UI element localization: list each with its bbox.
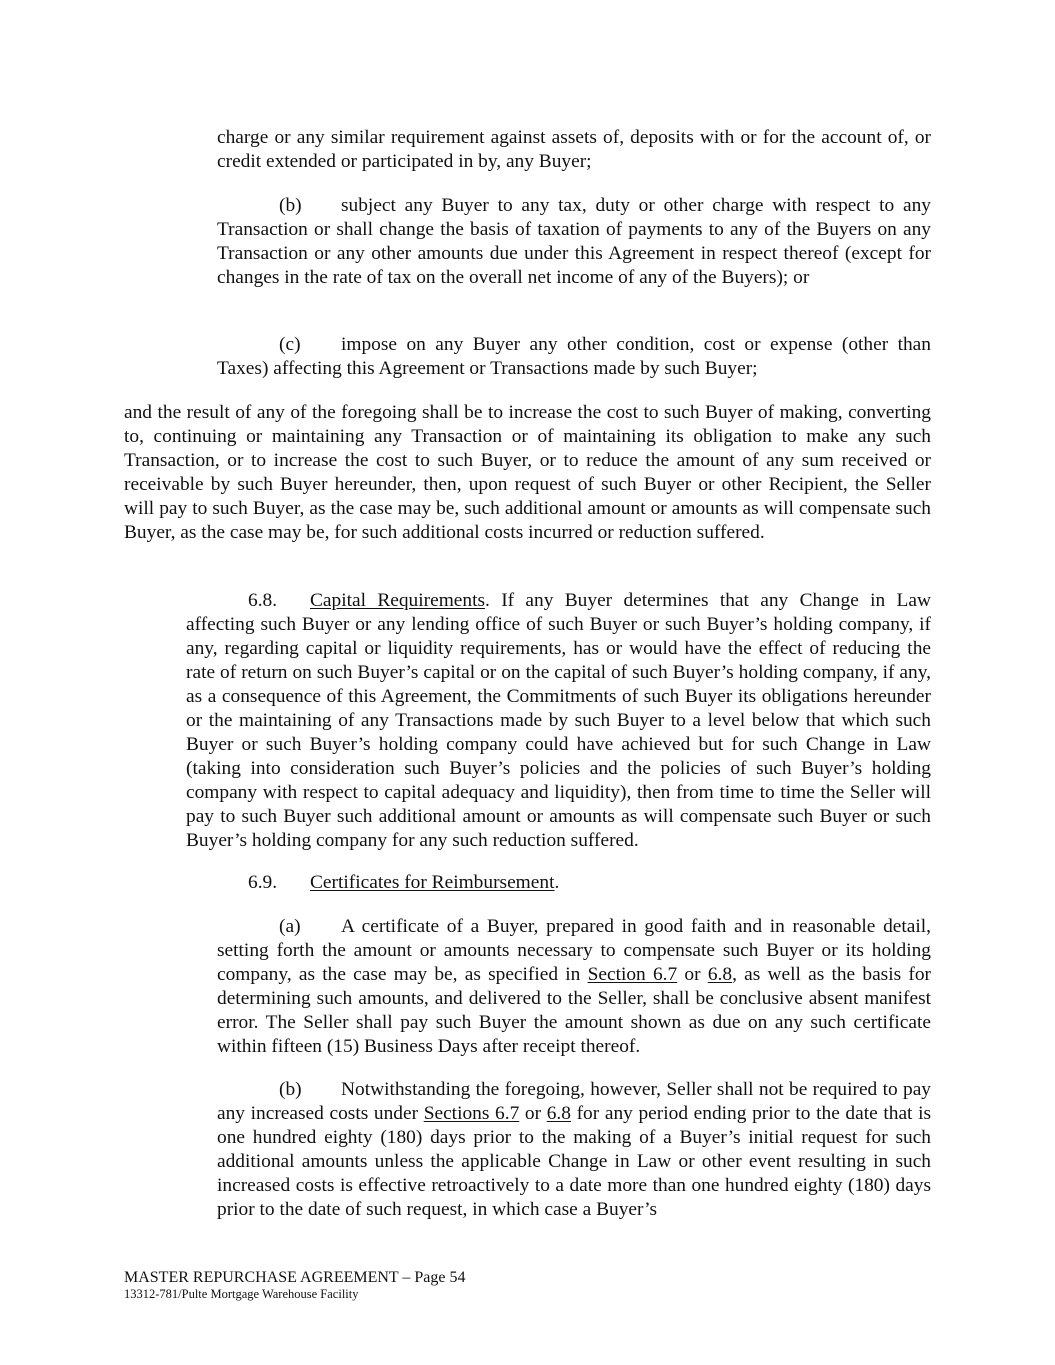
text: and the result of any of the foregoing shall be to increase the cost to such Buyer of making, converting to, continuing or maintaining any Transaction or of maintaining its obligation to make any such Transaction, or to increase the cost to such Buyer, or to reduce the amount of any sum received or receivable by such Buyer hereunder, then, upon request of such Buyer or other Recipient, the Seller will pay to such Buyer, as the case may be, such additional amount or amounts as will compensate such Buyer, as the case may be, for such additional costs incurred or reduction suffered. bbox=[124, 402, 931, 543]
text: or bbox=[677, 964, 708, 985]
page-footer bbox=[124, 1268, 466, 1302]
section-6-8 bbox=[186, 589, 931, 853]
section-title: Certificates for Reimbursement bbox=[310, 872, 555, 893]
text: Notwithstanding the foregoing, however, Seller shall not be required to pay any increased costs under bbox=[217, 1079, 931, 1124]
section-6-9 bbox=[186, 871, 931, 895]
item-label: (a) bbox=[279, 916, 301, 937]
paragraph-continuation bbox=[217, 126, 931, 174]
item-label: (b) bbox=[279, 195, 302, 216]
section-number: 6.8. bbox=[248, 590, 278, 611]
paragraph-a bbox=[217, 915, 931, 1059]
footer-title: MASTER REPURCHASE AGREEMENT – Page 54 bbox=[124, 1269, 466, 1286]
item-label: (c) bbox=[279, 334, 301, 355]
text: . If any Buyer determines that any Change in Law affecting such Buyer or any lending office of such Buyer or such Buyer’s holding company, if any, regarding capital or liquidity requirements, has or would have the effect of reducing the rate of return on such Buyer’s capital or on the capital of such Buyer’s holding company, if any, as a consequence of this Agreement, the Commitments of such Buyer its obligations hereunder or the maintaining of any Transactions made by such Buyer to a level below that which such Buyer or such Buyer’s holding company could have achieved but for such Change in Law (taking into consideration such Buyer’s policies and the policies of such Buyer’s holding company with respect to capital adequacy and liquidity), then from time to time the Seller will pay to such Buyer such additional amount or amounts as will compensate such Buyer or such Buyer’s holding company for any such reduction suffered. bbox=[186, 590, 931, 851]
section-title: Capital Requirements bbox=[310, 590, 486, 611]
text: A certificate of a Buyer, prepared in good faith and in reasonable detail, setting forth the amount or amounts necessary to compensate such Buyer or its holding company, as the case may be, as specified in bbox=[217, 916, 931, 985]
text: , as well as the basis for determining such amounts, and delivered to the Seller, shall be conclusive absent manifest error. The Seller shall pay such Buyer the amount shown as due on any such certificate within fifteen (15) Business Days after receipt thereof. bbox=[217, 964, 931, 1057]
section-reference-6-7: Sections 6.7 bbox=[423, 1103, 520, 1124]
section-reference-6-7: Section 6.7 bbox=[587, 964, 678, 985]
text: . bbox=[554, 872, 560, 893]
paragraph-b bbox=[217, 194, 931, 290]
paragraph-result bbox=[124, 401, 931, 545]
paragraph-b-notwithstanding bbox=[217, 1078, 931, 1222]
section-number: 6.9. bbox=[248, 872, 278, 893]
text: subject any Buyer to any tax, duty or other charge with respect to any Transaction or shall change the basis of taxation of payments to any of the Buyers on any Transaction or any other amounts due under this Agreement in respect thereof (except for changes in the rate of tax on the overall net income of any of the Buyers); or bbox=[217, 195, 931, 288]
text: charge or any similar requirement against assets of, deposits with or for the account of, or credit extended or participated in by, any Buyer; bbox=[217, 127, 931, 172]
section-reference-6-8: 6.8 bbox=[707, 964, 733, 985]
item-label: (b) bbox=[279, 1079, 302, 1100]
paragraph-c bbox=[217, 333, 931, 381]
footer-doc-id: 13312-781/Pulte Mortgage Warehouse Facility bbox=[124, 1287, 359, 1301]
section-reference-6-8: 6.8 bbox=[546, 1103, 571, 1124]
text: impose on any Buyer any other condition, cost or expense (other than Taxes) affecting this Agreement or Transactions made by such Buyer; bbox=[217, 334, 931, 379]
text: for any period ending prior to the date that is one hundred eighty (180) days prior to the making of a Buyer’s initial request for such additional amounts unless the applicable Change in Law or other event resulting in such increased costs is effective retroactively to a date more than one hundred eighty (180) days prior to the date of such request, in which case a Buyer’s bbox=[217, 1103, 932, 1220]
text: or bbox=[519, 1103, 547, 1124]
